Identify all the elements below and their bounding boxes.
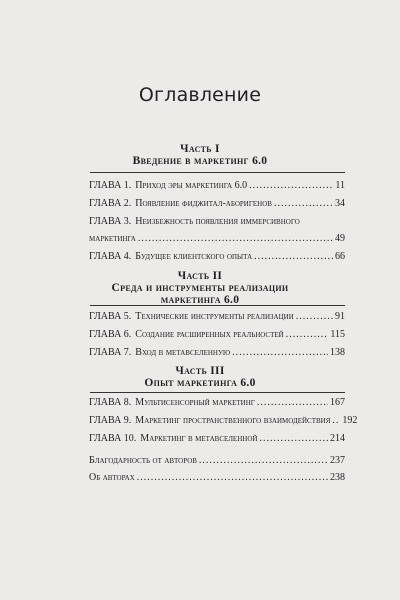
chapter-title: Технические инструменты реализации — [135, 311, 294, 322]
page-number: 91 — [335, 311, 345, 322]
part-3-heading — [60, 365, 340, 389]
toc-entry-ch1[interactable] — [89, 180, 345, 192]
chapter-label: ГЛАВА 6. — [89, 329, 132, 340]
chapter-title-cont: маркетинга — [89, 233, 136, 244]
leader-dots — [254, 251, 333, 263]
chapter-label: ГЛАВА 8. — [89, 397, 132, 408]
page-number: 237 — [330, 455, 345, 466]
chapter-label: ГЛАВА 9. — [89, 415, 132, 426]
leader-dots — [259, 433, 328, 445]
toc-entry-ch4[interactable] — [89, 251, 345, 263]
leader-dots — [138, 233, 333, 245]
chapter-title: Создание расширенных реальностей — [135, 329, 284, 340]
leader-dots — [257, 397, 328, 409]
chapter-title: Появление фиджитал-аборигенов — [135, 198, 272, 209]
page-number: 138 — [330, 347, 345, 358]
leader-dots — [249, 180, 333, 192]
part-3-title: Опыт маркетинга 6.0 — [144, 377, 256, 389]
page-title: Оглавление — [138, 84, 262, 106]
page-number: 238 — [330, 472, 345, 483]
chapter-label: ГЛАВА 4. — [89, 251, 132, 262]
toc-entry-ch2[interactable] — [89, 198, 345, 210]
page-number: 167 — [330, 397, 345, 408]
part-2-rule — [90, 305, 345, 306]
part-2-title-line2: маркетинга 6.0 — [160, 294, 240, 306]
page-number: 115 — [330, 329, 345, 340]
toc-entry-ch8[interactable] — [89, 397, 345, 409]
page-number: 34 — [335, 198, 345, 209]
chapter-label: ГЛАВА 1. — [89, 180, 132, 191]
chapter-label: ГЛАВА 2. — [89, 198, 132, 209]
chapter-title: Вход в метавселенную — [135, 347, 231, 358]
toc-entry-ch7[interactable] — [89, 347, 345, 359]
chapter-title: Будущее клиентского опыта — [135, 251, 253, 262]
toc-entry-ch10[interactable] — [89, 433, 345, 445]
chapter-label: ГЛАВА 3. — [89, 216, 132, 227]
part-2-number: Часть II — [177, 270, 223, 282]
part-3-rule — [90, 392, 345, 393]
part-1-title: Введение в маркетинг 6.0 — [132, 155, 268, 167]
page-number: 214 — [330, 433, 345, 444]
page-number: 66 — [335, 251, 345, 262]
part-1-number: Часть I — [180, 143, 220, 155]
page-number: 11 — [335, 180, 345, 191]
chapter-title: Неизбежность появления иммерсивного — [135, 216, 300, 227]
part-3-number: Часть III — [175, 365, 225, 377]
toc-entry-ch5[interactable] — [89, 311, 345, 323]
part-2-heading — [60, 270, 340, 306]
part-1-heading — [60, 143, 340, 167]
chapter-title: Мультисенсорный маркетинг — [135, 397, 255, 408]
chapter-title: Приход эры маркетинга 6.0 — [135, 180, 248, 191]
chapter-label: ГЛАВА 7. — [89, 347, 132, 358]
toc-entry-ch3-cont[interactable] — [89, 233, 345, 245]
part-2-title-line1: Среда и инструменты реализации — [111, 282, 289, 294]
page-number: 192 — [342, 415, 358, 426]
leader-dots — [232, 347, 328, 359]
page-number: 49 — [335, 233, 345, 244]
toc-entry-ch3[interactable] — [89, 216, 345, 228]
entry-title: Об авторах — [89, 472, 135, 483]
toc-entry-about-authors[interactable] — [89, 472, 345, 484]
leader-dots — [274, 198, 333, 210]
leader-dots — [199, 455, 328, 467]
entry-title: Благодарность от авторов — [89, 455, 197, 466]
chapter-label: ГЛАВА 5. — [89, 311, 132, 322]
leader-dots — [332, 415, 340, 427]
leader-dots — [286, 329, 329, 341]
toc-entry-acknowledgements[interactable] — [89, 455, 345, 467]
chapter-title: Маркетинг пространственного взаимодействия — [135, 415, 331, 426]
toc-entry-ch9[interactable] — [89, 415, 358, 427]
leader-dots — [296, 311, 333, 323]
part-1-rule — [90, 172, 345, 173]
toc-entry-ch6[interactable] — [89, 329, 345, 341]
chapter-title: Маркетинг в метавселенной — [140, 433, 258, 444]
chapter-label: ГЛАВА 10. — [89, 433, 137, 444]
leader-dots — [137, 472, 328, 484]
